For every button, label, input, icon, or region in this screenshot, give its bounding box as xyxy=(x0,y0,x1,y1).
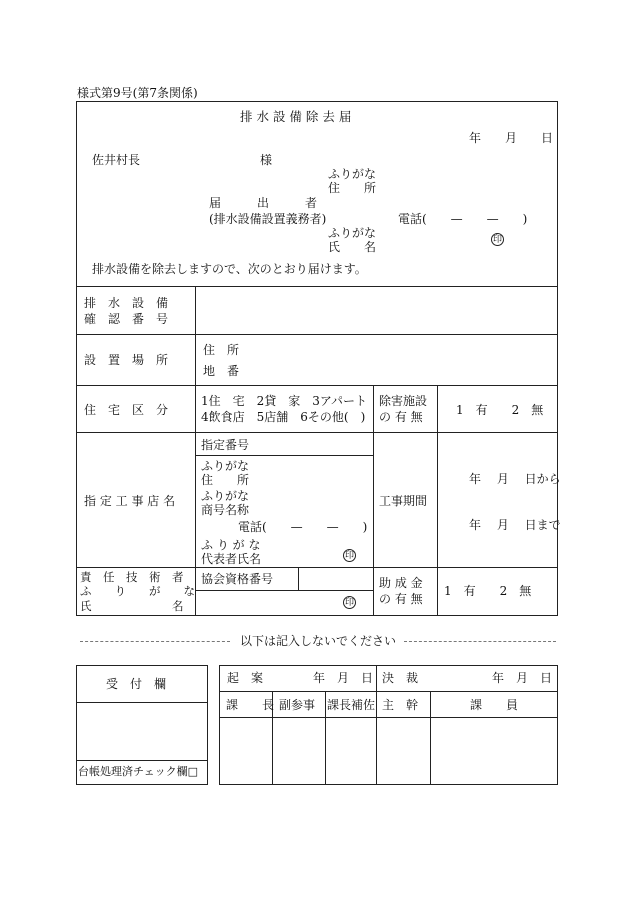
removal-facility-value: 1 有 2 無 xyxy=(456,403,544,417)
row-line xyxy=(76,385,558,386)
subsidy-value: 1 有 2 無 xyxy=(444,584,532,598)
date-day: 日 xyxy=(541,131,554,145)
engineer-label-3: 氏 名 xyxy=(80,599,184,613)
approval-line xyxy=(219,691,558,692)
contractor-furigana-2: ふりがな xyxy=(201,489,250,503)
engineer-seal: 印 xyxy=(344,598,354,608)
shop-name: 商号名称 xyxy=(201,503,250,517)
contractor-furigana: ふりがな xyxy=(201,459,250,473)
subsidy-label-1: 助 成 金 xyxy=(379,576,423,590)
chief-label: 課 長 xyxy=(226,698,275,712)
reception-line xyxy=(76,760,208,761)
rep-furigana: ふ り が な xyxy=(201,538,261,552)
approval-line xyxy=(219,717,558,718)
drafted-label: 起 案 xyxy=(227,671,264,685)
inner-line xyxy=(195,455,373,456)
separator-left xyxy=(80,641,230,642)
designation-no: 指定番号 xyxy=(201,438,250,452)
period-to: 年 月 日まで xyxy=(469,518,561,532)
applicant-role: (排水設備設置義務者) xyxy=(209,212,327,226)
engineer-label-1: 責 任 技 術 者 xyxy=(80,570,184,584)
applicant-seal: 印 xyxy=(492,235,502,245)
separator-right xyxy=(404,641,556,642)
approval-line xyxy=(376,665,377,785)
engineer-label-2: ふ り が な xyxy=(80,584,195,598)
confirm-no-label-2: 確 認 番 号 xyxy=(84,312,169,326)
approval-line xyxy=(325,691,326,785)
addressee: 佐井村長 xyxy=(92,153,141,167)
housing-options-2: 4飲食店 5店舗 6その他( ) xyxy=(201,410,366,424)
assistant-label: 課長補佐 xyxy=(327,698,376,712)
applicant-address-label: 住 所 xyxy=(328,181,377,195)
housing-label: 住 宅 区 分 xyxy=(84,403,169,417)
construction-period-label: 工事期間 xyxy=(379,494,428,508)
col-line xyxy=(373,385,374,616)
removal-facility-label-2: の 有 無 xyxy=(379,410,423,424)
row-line xyxy=(76,432,558,433)
reception-label: 受 付 欄 xyxy=(106,677,167,691)
approval-line xyxy=(430,691,431,785)
ledger-check: 台帳処理済チェック欄□ xyxy=(78,765,199,778)
confirm-no-label-1: 排 水 設 備 xyxy=(84,296,169,310)
applicant-phone: 電話( — — ) xyxy=(398,212,528,226)
reception-line xyxy=(76,702,208,703)
contractor-address: 住 所 xyxy=(201,473,250,487)
assoc-cert-no: 協会資格番号 xyxy=(201,572,274,586)
row-line xyxy=(76,334,558,335)
form-title: 排 水 設 備 除 去 届 xyxy=(240,109,352,124)
label-column-line xyxy=(195,286,196,616)
rep-name: 代表者氏名 xyxy=(201,552,262,566)
row-line xyxy=(76,286,558,287)
inner-line xyxy=(195,590,373,591)
inner-line xyxy=(298,567,299,590)
housing-options-1: 1住 宅 2貸 家 3アパート xyxy=(201,394,367,408)
location-label: 設 置 場 所 xyxy=(84,353,169,367)
applicant-label: 届 出 者 xyxy=(209,196,318,210)
addressee-suffix: 様 xyxy=(260,153,273,167)
contractor-phone: 電話( — — ) xyxy=(238,520,368,534)
staff-label: 課 員 xyxy=(470,698,519,712)
subsidy-label-2: の 有 無 xyxy=(379,592,423,606)
manager-label: 主 幹 xyxy=(382,698,419,712)
location-lot: 地 番 xyxy=(203,364,240,378)
date-month: 月 xyxy=(505,131,518,145)
decided-date: 年 月 日 xyxy=(492,671,553,685)
date-year: 年 xyxy=(469,131,482,145)
row-line xyxy=(76,567,558,568)
rep-seal: 印 xyxy=(344,551,354,561)
separator-text: 以下は記入しないでください xyxy=(240,634,397,648)
location-address: 住 所 xyxy=(203,343,240,357)
applicant-furigana-2: ふりがな xyxy=(328,226,377,240)
contractor-label: 指 定 工 事 店 名 xyxy=(84,494,176,508)
deputy-label: 副参事 xyxy=(279,698,316,712)
removal-facility-label-1: 除害施設 xyxy=(379,394,428,408)
drafted-date: 年 月 日 xyxy=(313,671,374,685)
decided-label: 決 裁 xyxy=(382,671,419,685)
period-from: 年 月 日から xyxy=(469,472,561,486)
applicant-name-label: 氏 名 xyxy=(328,240,377,254)
applicant-furigana: ふりがな xyxy=(328,167,377,181)
col-line xyxy=(437,385,438,616)
intro-text: 排水設備を除去しますので、次のとおり届けます。 xyxy=(92,262,367,276)
form-number: 様式第9号(第7条関係) xyxy=(77,86,198,100)
